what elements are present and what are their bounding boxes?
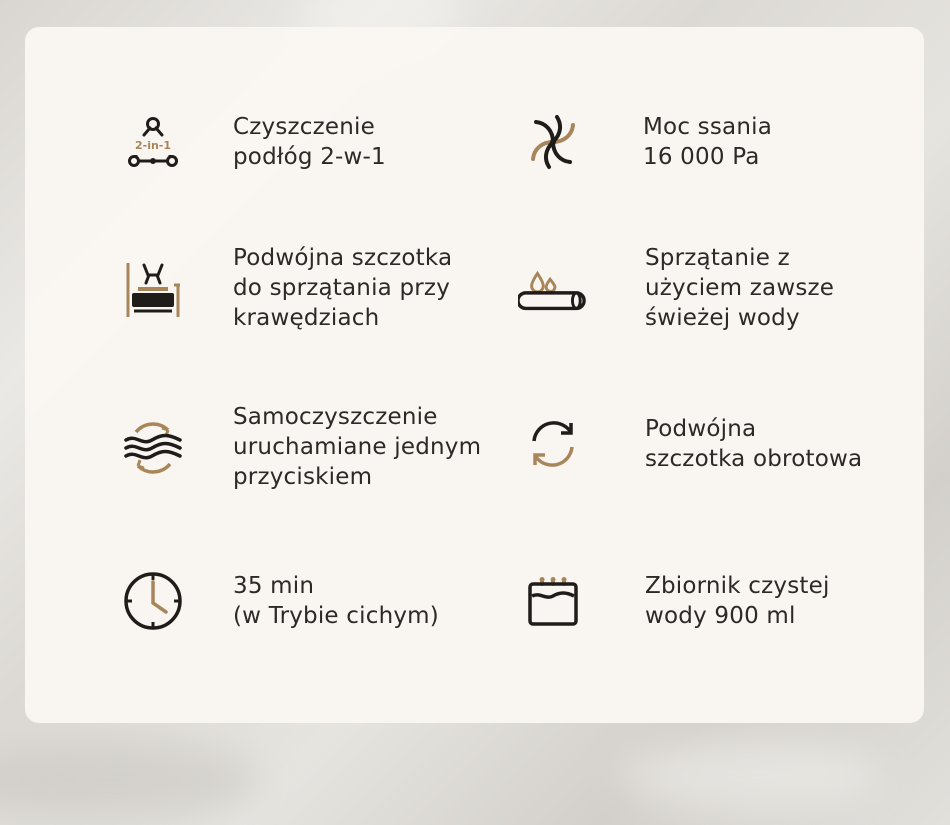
fresh-water-roller-icon	[518, 253, 588, 323]
rotating-brush-icon	[518, 409, 588, 479]
background-shadow	[0, 740, 260, 820]
feature-water-tank	[518, 566, 830, 636]
feature-self-cleaning	[118, 402, 481, 492]
2-in-1-floor-icon	[118, 107, 188, 177]
self-cleaning-icon	[118, 412, 188, 482]
feature-label: Czyszczenie podłóg 2-w-1	[233, 114, 386, 170]
feature-label: 35 min (w Trybie cichym)	[233, 573, 439, 629]
feature-fresh-water	[518, 243, 834, 333]
feature-label: Podwójna szczotka do sprzątania przy krawędziach	[233, 245, 453, 331]
feature-suction-power	[518, 107, 772, 177]
feature-label: Sprzątanie z użyciem zawsze świeżej wody	[645, 245, 835, 331]
water-tank-icon	[518, 566, 588, 636]
background-highlight	[620, 740, 880, 810]
feature-edge-brush	[118, 243, 452, 333]
edge-brush-icon	[118, 253, 188, 323]
feature-label: Podwójna szczotka obrotowa	[645, 416, 863, 472]
feature-label: Moc ssania 16 000 Pa	[643, 114, 772, 170]
feature-runtime	[118, 566, 439, 636]
suction-fan-icon	[518, 107, 588, 177]
clock-icon	[118, 566, 188, 636]
features-card	[25, 27, 924, 723]
feature-label: Samoczyszczenie uruchamiane jednym przyciskiem	[233, 404, 482, 490]
feature-rotating-brush	[518, 409, 862, 479]
feature-2-in-1-cleaning	[118, 107, 386, 177]
feature-label: Zbiornik czystej wody 900 ml	[645, 573, 830, 629]
badge-text: 2-in-1	[134, 139, 172, 152]
